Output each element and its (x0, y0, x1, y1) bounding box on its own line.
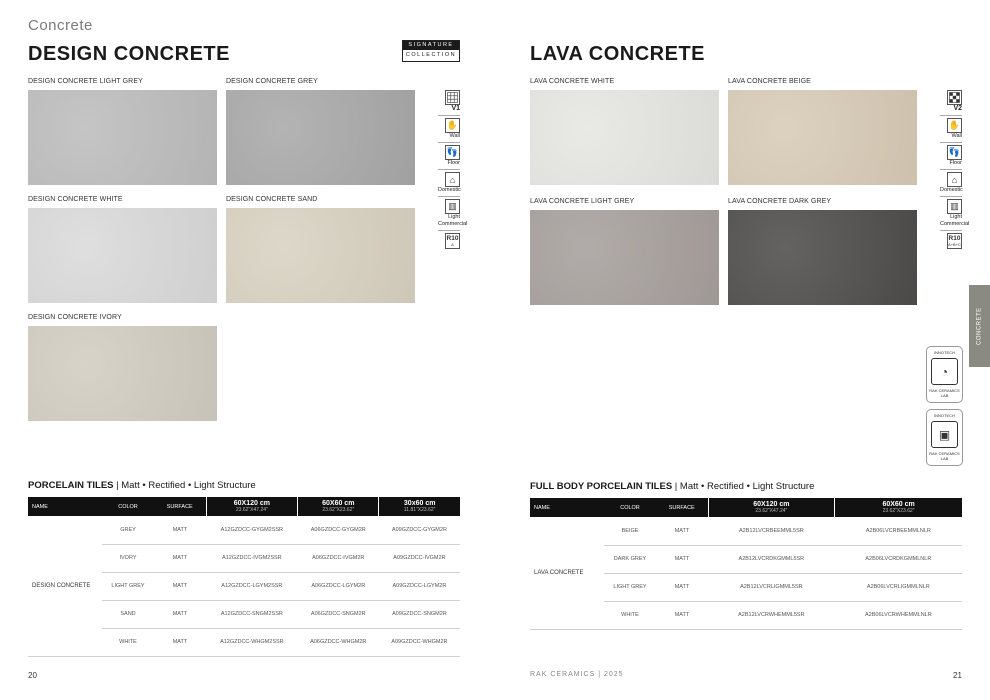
innotech-badge (926, 409, 963, 466)
tile-caption: DESIGN CONCRETE WHITE (28, 196, 123, 203)
cell-code: A12GZDCC-GYGM2SSR (206, 516, 298, 544)
domestic-label: Domestic (940, 187, 963, 193)
col-size: 60X120 cm 23.62"X47.24" (206, 497, 298, 516)
innotech-label: INNOTECH (934, 413, 955, 418)
col-name: NAME (28, 497, 102, 516)
tile-caption: LAVA CONCRETE BEIGE (728, 78, 811, 85)
checker-grid-icon (947, 90, 962, 105)
cell-code: A12GZDCC-IVGM2SSR (206, 544, 298, 572)
slip-rating-icon: R10 A+B+C (948, 235, 961, 247)
floor-icon: 👣 (947, 145, 962, 160)
feature-icons-left (438, 90, 468, 249)
badge-bottom: COLLECTION (405, 52, 457, 58)
home-icon: ⌂ (445, 172, 460, 187)
cell-code: A2B06LVCRBEEMMLNLR (835, 517, 962, 545)
cell-code: A06GZDCC-IVGM2R (298, 544, 379, 572)
table-row (530, 517, 962, 545)
range-name: LAVA CONCRETE (530, 517, 604, 629)
spec-title-left: PORCELAIN TILES | Matt • Rectified • Light Structure (28, 480, 256, 491)
cell-surface: MATT (656, 517, 708, 545)
cell-color: WHITE (102, 628, 154, 656)
tile-swatch-lava-white (530, 90, 719, 185)
cell-surface: MATT (154, 544, 206, 572)
floor-icon: 👣 (445, 145, 460, 160)
variation-label: V2 (953, 105, 962, 112)
cell-code: A09GZDCC-GYGM2R (379, 516, 460, 544)
innotech-badge (926, 346, 963, 403)
innotech-lab: RAK CERAMICS LAB (929, 451, 960, 461)
cell-code: A2B06LVCRLIGMMLNLR (835, 573, 962, 601)
light-commercial-label: Light Commercial (438, 214, 468, 227)
col-size: 60X60 cm 23.62"X23.62" (298, 497, 379, 516)
tile-caption: LAVA CONCRETE WHITE (530, 78, 615, 85)
page-number-left: 20 (28, 671, 37, 680)
tile-caption: DESIGN CONCRETE LIGHT GREY (28, 78, 143, 85)
col-size: 60X60 cm 23.62"X23.62" (835, 498, 962, 517)
tile-caption: DESIGN CONCRETE IVORY (28, 314, 122, 321)
feature-icons-right (940, 90, 970, 249)
cell-surface: MATT (656, 601, 708, 629)
cell-code: A12GZDCC-WHGM2SSR (206, 628, 298, 656)
cell-color: DARK GREY (604, 545, 656, 573)
cell-code: A06GZDCC-GYGM2R (298, 516, 379, 544)
tile-caption: LAVA CONCRETE DARK GREY (728, 198, 832, 205)
col-name: NAME (530, 498, 604, 517)
tile-swatch-ivory (28, 326, 217, 421)
page-number-right: 21 (953, 671, 962, 680)
col-surface: SURFACE (154, 497, 206, 516)
wall-icon: ✋ (947, 118, 962, 133)
tile-test-icon: ▣ (931, 421, 958, 448)
innotech-label: INNOTECH (934, 350, 955, 355)
tile-caption: DESIGN CONCRETE GREY (226, 78, 318, 85)
cell-code: A2B12LVCRLIGMML5SR (708, 573, 835, 601)
grid-icon (445, 90, 460, 105)
cell-color: GREY (102, 516, 154, 544)
cell-surface: MATT (154, 516, 206, 544)
gauge-icon: ◔ (931, 358, 958, 385)
tile-swatch-grey (226, 90, 415, 185)
cell-surface: MATT (656, 573, 708, 601)
col-surface: SURFACE (656, 498, 708, 517)
signature-collection-badge (402, 40, 460, 62)
footer-brand: RAK CERAMICS | 2025 (530, 671, 624, 678)
tile-caption: DESIGN CONCRETE SAND (226, 196, 318, 203)
tile-caption: LAVA CONCRETE LIGHT GREY (530, 198, 635, 205)
tile-swatch-lava-dark-grey (728, 210, 917, 305)
cell-code: A09GZDCC-LGYM2R (379, 572, 460, 600)
variation-label: V1 (451, 105, 460, 112)
col-color: COLOR (604, 498, 656, 517)
floor-label: Floor (949, 160, 962, 166)
cell-color: LIGHT GREY (604, 573, 656, 601)
cell-code: A06GZDCC-SNGM2R (298, 600, 379, 628)
cell-surface: MATT (656, 545, 708, 573)
cell-code: A09GZDCC-IVGM2R (379, 544, 460, 572)
cell-code: A2B06LVCRWHEMMLNLR (835, 601, 962, 629)
side-tab-concrete[interactable]: CONCRETE (969, 285, 990, 367)
cell-code: A09GZDCC-SNGM2R (379, 600, 460, 628)
cell-code: A2B12LVCRDKGMML5SR (708, 545, 835, 573)
cell-code: A06GZDCC-WHGM2R (298, 628, 379, 656)
col-size: 60X120 cm 23.62"X47.24" (708, 498, 835, 517)
cell-surface: MATT (154, 572, 206, 600)
cell-color: BEIGE (604, 517, 656, 545)
section-label: Concrete (28, 17, 93, 34)
light-commercial-label: Light Commercial (940, 214, 970, 227)
cell-surface: MATT (154, 628, 206, 656)
innotech-lab: RAK CERAMICS LAB (929, 388, 960, 398)
slip-rating-icon: R10 A (446, 235, 459, 247)
cell-code: A12GZDCC-SNGM2SSR (206, 600, 298, 628)
building-icon: ▥ (445, 199, 460, 214)
cell-color: SAND (102, 600, 154, 628)
cell-code: A09GZDCC-WHGM2R (379, 628, 460, 656)
tile-swatch-white (28, 208, 217, 303)
tile-swatch-lava-light-grey (530, 210, 719, 305)
tile-swatch-sand (226, 208, 415, 303)
range-name: DESIGN CONCRETE (28, 516, 102, 656)
cell-color: IVORY (102, 544, 154, 572)
cell-code: A2B12LVCRWHEMML5SR (708, 601, 835, 629)
cell-code: A12GZDCC-LGYM2SSR (206, 572, 298, 600)
tile-swatch-light-grey (28, 90, 217, 185)
table-row (28, 516, 460, 544)
spec-table-right (530, 498, 962, 630)
cell-color: LIGHT GREY (102, 572, 154, 600)
cell-color: WHITE (604, 601, 656, 629)
wall-label: Wall (951, 133, 962, 139)
domestic-label: Domestic (438, 187, 461, 193)
wall-icon: ✋ (445, 118, 460, 133)
spec-title-right: FULL BODY PORCELAIN TILES | Matt • Rectified • Light Structure (530, 481, 815, 492)
tile-swatch-lava-beige (728, 90, 917, 185)
home-icon: ⌂ (947, 172, 962, 187)
wall-label: Wall (449, 133, 460, 139)
building-icon: ▥ (947, 199, 962, 214)
col-size: 30x60 cm 11.81"X23.62" (379, 497, 460, 516)
spec-table-left (28, 497, 460, 657)
cell-code: A06GZDCC-LGYM2R (298, 572, 379, 600)
cell-code: A2B06LVCRDKGMMLNLR (835, 545, 962, 573)
col-color: COLOR (102, 497, 154, 516)
floor-label: Floor (447, 160, 460, 166)
cell-code: A2B12LVCRBEEMML5SR (708, 517, 835, 545)
design-concrete-title: DESIGN CONCRETE (28, 43, 230, 65)
badge-top: SIGNATURE (403, 41, 459, 50)
cell-surface: MATT (154, 600, 206, 628)
lava-concrete-title: LAVA CONCRETE (530, 43, 706, 65)
